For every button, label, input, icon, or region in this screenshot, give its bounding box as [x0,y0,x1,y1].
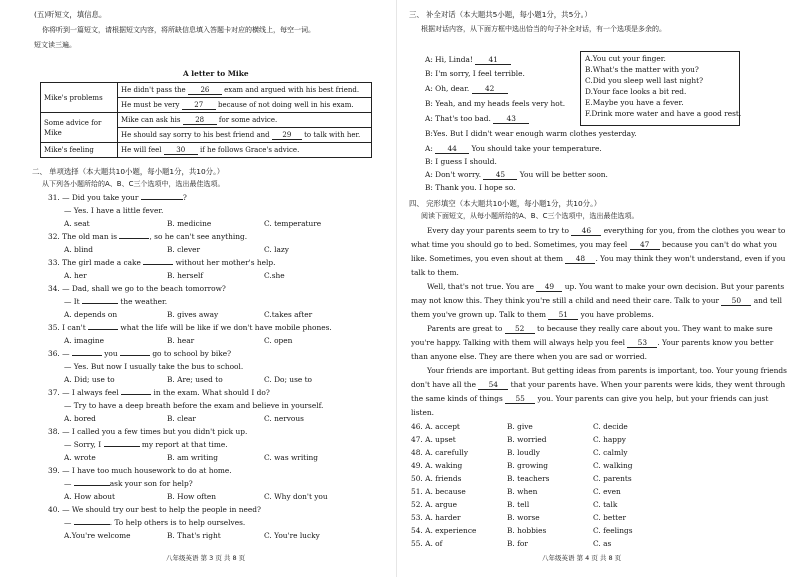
option-c: C. walking [593,461,633,470]
passage-line: talk to them. [411,268,459,277]
answer-blank: 46 [571,227,601,236]
option-c: C. was writing [264,453,319,462]
option-b: B. am writing [167,453,218,462]
option-c: C. as [593,539,612,548]
section5-title: (五)听短文，填信息。 [34,10,107,19]
option-b: B. worse [507,513,540,522]
option-b: B. hear [167,336,195,345]
question-reply: — Sorry, I my report at that time. [64,440,228,449]
question-reply: — Yes. I have a little fever. [64,206,164,215]
dialog-line: B: Yeah, and my heads feels very hot. [425,99,566,108]
answer-blank: 47 [630,241,660,250]
page-footer: 八年级英语 第 3 页 共 8 页 [166,554,246,562]
question-stem: 38. — I called you a few times but you didn't pick up. [48,427,248,436]
info-table [40,82,372,158]
answer-blank: 53 [627,339,657,348]
option-c: C. better [593,513,627,522]
question-stem: 35. I can't what the life will be like if we don't have mobile phones. [48,323,332,332]
option-c: C. decide [593,422,628,431]
passage-line: than anyone else. They are there when you are sad or worried. [411,352,647,361]
option-a: A. Did; use to [64,375,115,384]
option-item: C.Did you sleep well last night? [585,76,704,85]
answer-blank: 41 [475,56,511,65]
answer-blank: 42 [472,85,508,94]
option-b: B. for [507,539,528,548]
passage-line: Well, that's not true. You are 49 up. You want to make your own decision. But your parents [427,282,785,291]
dialog-line: B:Yes. But I didn't wear enough warm clothes yesterday. [425,129,637,138]
passage-line: Parents are great to 52 to because they really care about you. They want to make sure [427,324,773,333]
passage-line: Your friends are important. But getting ideas from parents is important, too. Your young friends [427,366,787,375]
option-b: B. growing [507,461,549,470]
question-stem: 36. — you go to school by bike? [48,349,232,358]
passage-line: what time you should go to bed. Sometimes, you may feel 47 because you can't do what you [411,240,778,249]
option-a: A. blind [64,245,93,254]
answer-blank: 29 [272,131,302,140]
section2-instruction: 从下列各小题所给的A、B、C三个选项中，选出最佳选项。 [42,180,225,188]
question-stem: 33. The girl made a cake without her mother's help. [48,258,276,267]
option-c: C. You're lucky [264,531,320,540]
section5-instruction-2: 短文读三遍。 [34,41,76,49]
dialog-line: A: Hi, Linda! 41 [425,55,511,65]
option-c: C.takes after [264,310,313,319]
dialog-line: A: Don't worry. 45 You will be better soon. [425,170,608,179]
answer-blank: 51 [548,311,578,320]
table-row [41,113,372,128]
question-reply: — ask your son for help? [64,479,193,488]
table-row [41,83,372,98]
option-c: C. Why don't you [264,492,328,501]
question-stem: 37. — I always feel in the exam. What should I do? [48,388,270,397]
option-c: C. temperature [264,219,322,228]
option-b: B. clear [167,414,196,423]
question-reply: — It the weather. [64,297,168,306]
passage-line: the same kinds of things 55 you. Your parents can give you help, but your friends can just [411,394,769,403]
option-c: C. calmly [593,448,628,457]
table-cell: He must be very 27 because of not doing well in his exam. [118,98,372,113]
question-stem: 39. — I have too much housework to do at home. [48,466,232,475]
answer-blank: 54 [478,381,508,390]
option-b: B. clever [167,245,201,254]
option-item: F.Drink more water and have a good rest. [585,109,742,118]
answer-blank: 45 [483,171,517,180]
option-c: C. even [593,487,621,496]
dialog-line: B: I guess I should. [425,157,497,166]
option-b: B. when [507,487,538,496]
option-b: B. herself [167,271,204,280]
answer-blank: 48 [565,255,595,264]
option-c: C. happy [593,435,626,444]
dialog-line: A: That's too bad. 43 [425,114,529,124]
option-c: C. talk [593,500,618,509]
option-item: A.You cut your finger. [585,54,666,63]
answer-blank: 43 [493,115,529,124]
answer-blank: 49 [536,283,562,292]
question-reply: — Yes. But now I usually take the bus to school. [64,362,244,371]
passage-line: listen. [411,408,434,417]
option-a: 52. A. argue [411,500,457,509]
option-b: B. teachers [507,474,550,483]
question-stem: 32. The old man is , so he can't see anything. [48,232,248,241]
table-label-advice: Some advice for Mike [41,113,118,143]
table-cell: He will feel 30 if he follows Grace's advice. [118,143,372,158]
answer-blank: 28 [183,116,217,125]
option-a: A.You're welcome [64,531,131,540]
option-a: A. bored [64,414,96,423]
option-a: 50. A. friends [411,474,462,483]
dialog-line: A: Oh, dear. 42 [425,84,508,94]
question-reply: — Try to have a deep breath before the exam and believe in yourself. [64,401,324,410]
answer-blank: 55 [505,395,535,404]
option-c: C. lazy [264,245,289,254]
answer-blank: 27 [182,101,216,110]
table-label-feeling: Mike's feeling [41,143,118,158]
table-cell: He didn't pass the 26 exam and argued with his best friend. [118,83,372,98]
section4-instruction: 阅读下面短文，从每小题所给的A、B、C三个选项中，选出最佳选项。 [421,212,639,220]
passage-line: Every day your parents seem to try to 46 everything for you, from the clothes you wear to [427,226,786,235]
section4-title: 四、 完形填空（本大题共10小题，每小题1分，共10分。） [409,199,602,208]
option-b: B. medicine [167,219,212,228]
option-a: A. How about [64,492,115,501]
table-cell: He should say sorry to his best friend and 29 to talk with her. [118,128,372,143]
section3-title: 三、 补全对话（本大题共5小题，每小题1分，共5分。） [409,10,592,19]
passage-line: like. Sometimes, you even shout at them 48 . You may think they won't understand, even if you [411,254,786,263]
option-b: B. Are; used to [167,375,223,384]
right-page [397,0,794,577]
table-cell: Mike can ask his 28 for some advice. [118,113,372,128]
option-item: E.Maybe you have a fever. [585,98,684,107]
option-b: B. give [507,422,533,431]
option-a: A. depends on [64,310,118,319]
answer-blank: 50 [721,297,751,306]
option-c: C. nervous [264,414,304,423]
section5-instruction: 你将听到一篇短文，请根据短文内容，将所缺信息填入答题卡对应的横线上，每空一词。 [42,26,315,34]
page-footer: 八年级英语 第 4 页 共 8 页 [542,554,622,562]
option-a: 55. A. of [411,539,443,548]
table-row [41,143,372,158]
option-a: 48. A. carefully [411,448,468,457]
dialog-line: B: Thank you. I hope so. [425,183,516,192]
option-b: B. That's right [167,531,221,540]
dialog-line: B: I'm sorry, I feel terrible. [425,69,525,78]
option-c: C. feelings [593,526,633,535]
option-item: B.What's the matter with you? [585,65,699,74]
passage-line: may not know this. They think you're still a child and need their care. Talk to your 50 and tell [411,296,783,305]
passage-line: don't have all the 54 that your parents have. When your parents were kids, they went through [411,380,786,389]
answer-blank: 44 [435,145,469,154]
question-reply: — . To help others is to help ourselves. [64,518,246,527]
option-b: B. hobbies [507,526,547,535]
option-c: C. parents [593,474,632,483]
letter-title: A letter to Mike [183,69,249,78]
table-label-problems: Mike's problems [41,83,118,113]
option-c: C. Do; use to [264,375,312,384]
section2-title: 二、 单项选择（本大题共10小题，每小题1分，共10分。） [32,167,225,176]
question-stem: 31. — Did you take your ? [48,193,187,202]
option-a: A. imagine [64,336,105,345]
option-a: 46. A. accept [411,422,460,431]
option-b: B. loudly [507,448,540,457]
option-c: C.she [264,271,285,280]
answer-blank: 52 [505,325,535,334]
option-b: B. tell [507,500,530,509]
answer-blank: 30 [164,146,198,155]
option-b: B. worried [507,435,547,444]
passage-line: you're happy. Talking with them will always help you feel 53 . Your parents know you better [411,338,774,347]
answer-blank: 26 [188,86,222,95]
option-a: 47. A. upset [411,435,456,444]
option-b: B. How often [167,492,216,501]
question-stem: 40. — We should try our best to help the people in need? [48,505,261,514]
option-a: A. seat [64,219,90,228]
option-a: A. wrote [64,453,96,462]
section3-instruction: 根据对话内容，从下面方框中选出恰当的句子补全对话，有一个选项是多余的。 [421,25,666,33]
option-a: 53. A. harder [411,513,461,522]
passage-line: them you've grown up. Talk to them 51 you have problems. [411,310,654,319]
question-stem: 34. — Dad, shall we go to the beach tomorrow? [48,284,226,293]
dialog-line: A: 44 You should take your temperature. [425,144,602,153]
options-box [580,51,740,126]
option-item: D.Your face looks a bit red. [585,87,687,96]
option-a: 49. A. waking [411,461,463,470]
option-a: 54. A. experience [411,526,477,535]
option-a: A. her [64,271,87,280]
option-b: B. gives away [167,310,219,319]
option-c: C. open [264,336,293,345]
option-a: 51. A. because [411,487,466,496]
